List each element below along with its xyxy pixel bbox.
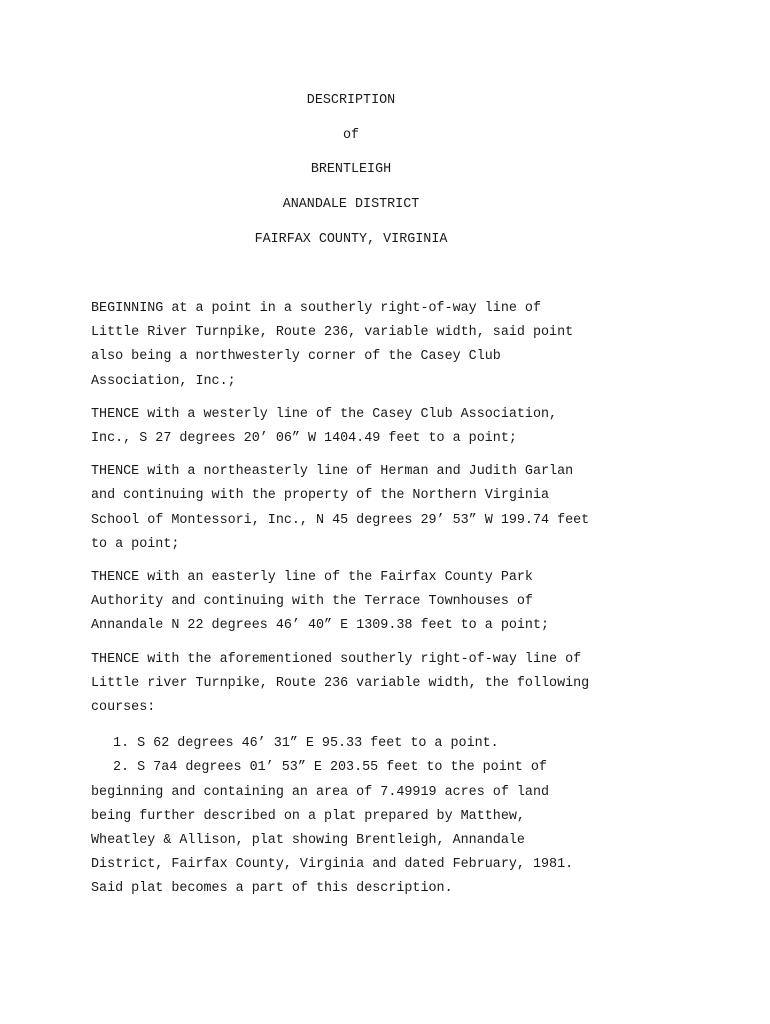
title-county-state: FAIRFAX COUNTY, VIRGINIA [254,232,448,247]
title-subdivision-name: BRENTLEIGH [310,162,392,177]
paragraph-beginning: BEGINNING at a point in a southerly right-of-way line of Little River Turnpike, Route 236, variable width, said point also being a northwesterly corner of the Casey Club Association, Inc.; [91,301,574,389]
paragraph-thence-2: THENCE with a northeasterly line of Herman and Judith Garlan and continuing with the property of the Northern Virginia School of Montessori, Inc., N 45 degrees 29’ 53” W 199.74 feet to a point; [91,464,590,552]
description-body [91,297,651,902]
paragraph-thence-1: THENCE with a westerly line of the Casey Club Association, Inc., S 27 degrees 20’ 06” W 1404.49 feet to a point; [91,406,558,447]
courses-list [91,732,651,901]
paragraph-thence-3: THENCE with an easterly line of the Fairfax County Park Authority and continuing with the Terrace Townhouses of Annandale N 22 degrees 46’ 40” E 1309.38 feet to a point; [91,570,550,634]
title-description: DESCRIPTION [306,93,396,108]
course-item-1: 1. S 62 degrees 46’ 31” E 95.33 feet to a point. [113,736,499,752]
title-district: ANANDALE DISTRICT [282,197,420,212]
paragraph-thence-4: THENCE with the aforementioned southerly right-of-way line of Little river Turnpike, Route 236 variable width, the following courses: [91,651,590,716]
title-of: of [342,128,360,143]
course-item-2: 2. S 7a4 degrees 01’ 53” E 203.55 feet to the point of beginning and containing an area of 7.49919 acres of land being further described on a plat prepared by Matthew, Wheatley & Allison, plat showing Brentleigh, Annandale District, Fairfax County, Virginia and dated February, 1981. Said plat becomes a part of this description. [91,760,574,897]
